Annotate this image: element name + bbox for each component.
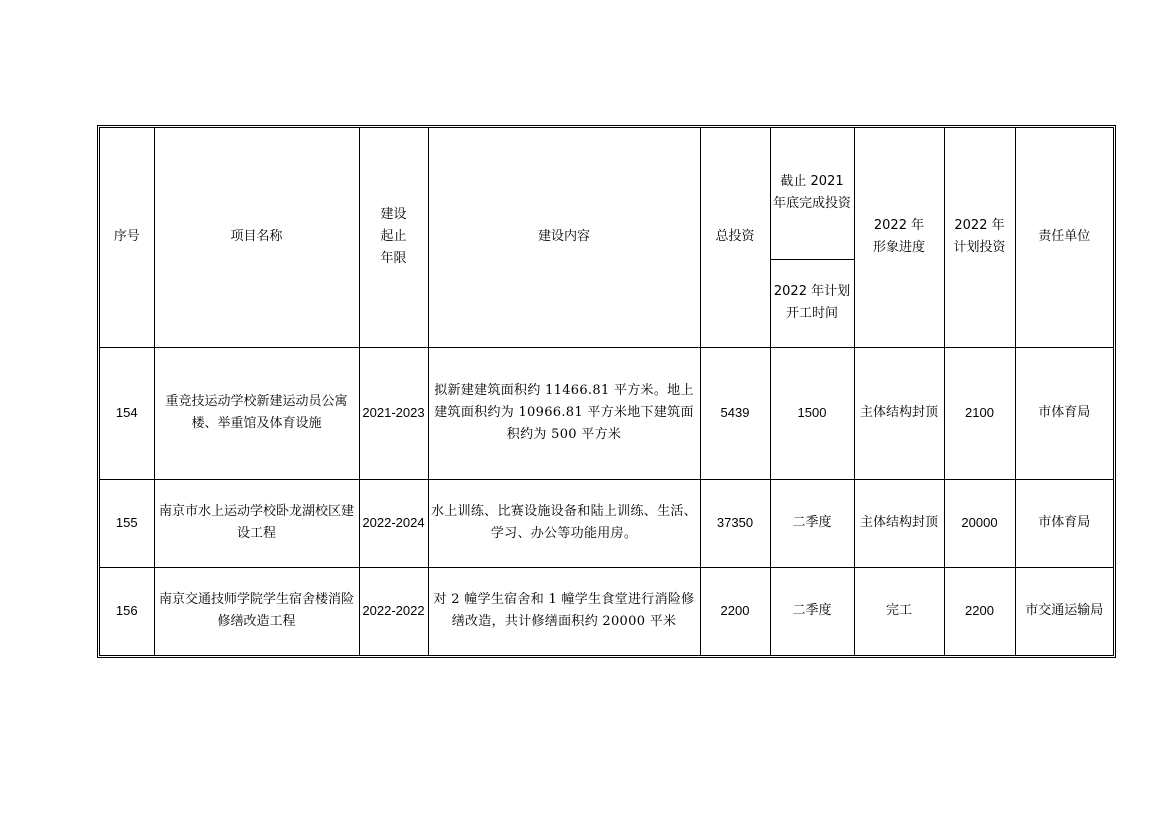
project-table-frame: [97, 125, 1116, 658]
row-planned-investment: 2100: [944, 347, 1015, 479]
header-content: 建设内容: [428, 128, 700, 347]
row-project-name: 南京市水上运动学校卧龙湖校区建设工程: [154, 479, 359, 567]
row-period: 2022-2022: [359, 567, 428, 655]
row-completed-or-start: 1500: [770, 347, 854, 479]
header-period-line-2: 起止: [380, 229, 407, 245]
header-seq: 序号: [100, 128, 154, 347]
project-table: [100, 128, 1113, 655]
row-total-investment: 5439: [700, 347, 770, 479]
header-progress-2022: [854, 128, 944, 347]
header-start-time-2022: 2022 年计划开工时间: [770, 259, 854, 347]
header-project-name: 项目名称: [154, 128, 359, 347]
header-total-investment: 总投资: [700, 128, 770, 347]
row-progress: 完工: [854, 567, 944, 655]
row-seq: 154: [100, 347, 154, 479]
header-period: [359, 128, 428, 347]
row-project-name: 重竞技运动学校新建运动员公寓楼、举重馆及体育设施: [154, 347, 359, 479]
row-content: 水上训练、比赛设施设备和陆上训练、生活、学习、办公等功能用房。: [428, 479, 700, 567]
row-responsible-unit: 市体育局: [1015, 347, 1113, 479]
header-progress-line-1: 2022 年: [873, 218, 925, 234]
header-row-top: [100, 128, 1113, 259]
header-period-line-3: 年限: [380, 251, 407, 267]
header-responsible-unit: 责任单位: [1015, 128, 1113, 347]
table-row: [100, 347, 1113, 479]
row-seq: 156: [100, 567, 154, 655]
header-planned-line-1: 2022 年: [954, 218, 1005, 234]
row-total-investment: 2200: [700, 567, 770, 655]
row-progress: 主体结构封顶: [854, 479, 944, 567]
row-project-name: 南京交通技师学院学生宿舍楼消险修缮改造工程: [154, 567, 359, 655]
table-row: [100, 567, 1113, 655]
row-responsible-unit: 市交通运输局: [1015, 567, 1113, 655]
table-row: [100, 479, 1113, 567]
header-progress-line-2: 形象进度: [872, 240, 925, 256]
row-planned-investment: 2200: [944, 567, 1015, 655]
row-content: 拟新建建筑面积约 11466.81 平方米。地上建筑面积约为 10966.81 平方米地下建筑面积约为 500 平方米: [428, 347, 700, 479]
row-total-investment: 37350: [700, 479, 770, 567]
header-planned-investment-2022: [944, 128, 1015, 347]
row-period: 2021-2023: [359, 347, 428, 479]
header-period-line-1: 建设: [380, 207, 407, 223]
row-responsible-unit: 市体育局: [1015, 479, 1113, 567]
row-completed-or-start: 二季度: [770, 567, 854, 655]
row-content: 对 2 幢学生宿舍和 1 幢学生食堂进行消险修缮改造，共计修缮面积约 20000 平米: [428, 567, 700, 655]
row-period: 2022-2024: [359, 479, 428, 567]
header-planned-line-2: 计划投资: [953, 240, 1006, 256]
row-completed-or-start: 二季度: [770, 479, 854, 567]
row-seq: 155: [100, 479, 154, 567]
row-progress: 主体结构封顶: [854, 347, 944, 479]
row-planned-investment: 20000: [944, 479, 1015, 567]
header-completed-by-2021: 截止 2021 年底完成投资: [770, 128, 854, 259]
